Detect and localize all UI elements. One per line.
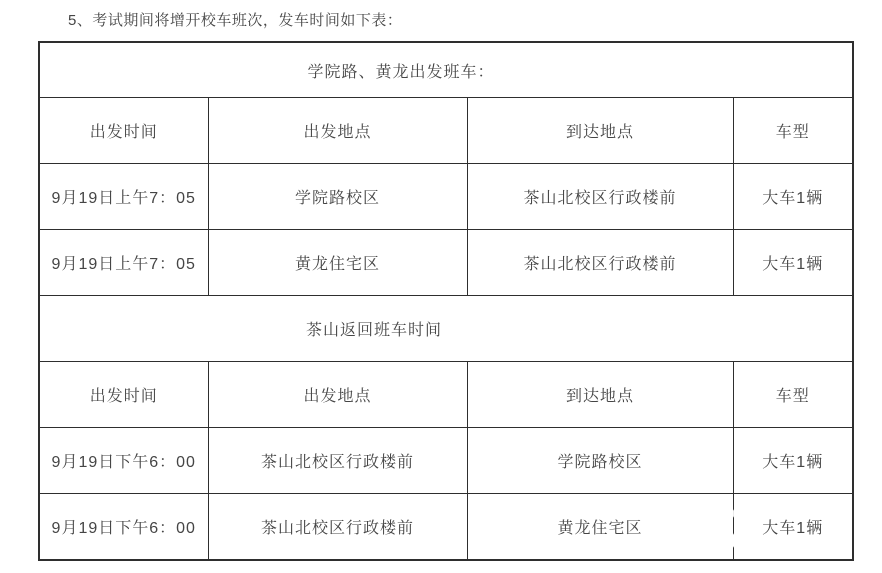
cell-departure-time: 9月19日上午7：05 [39,164,208,230]
watermark-smudge [717,510,744,517]
cell-departure-time: 9月19日上午7：05 [39,230,208,296]
cell-arrival-place: 学院路校区 [467,428,733,494]
section1-title: 学院路、黄龙出发班车： [307,63,495,81]
cell-vehicle-type: 大车1辆 [733,494,853,561]
header-departure-place: 出发地点 [208,362,467,428]
bus-schedule-table [38,41,854,561]
section1-title-cell [39,42,853,98]
cell-departure-place: 学院路校区 [208,164,467,230]
cell-departure-time: 9月19日下午6：00 [39,494,208,561]
watermark-smudge [781,548,794,554]
header-departure-place: 出发地点 [208,98,467,164]
cell-departure-place: 茶山北校区行政楼前 [208,428,467,494]
cell-departure-time: 9月19日下午6：00 [39,428,208,494]
table-row [39,494,853,561]
cell-arrival-place: 茶山北校区行政楼前 [467,230,733,296]
page-heading: 5、考试期间将增开校车班次，发车时间如下表： [68,12,403,29]
section2-title-cell [39,296,853,362]
cell-vehicle-type: 大车1辆 [733,230,853,296]
header-arrival-place: 到达地点 [467,362,733,428]
table-row [39,428,853,494]
header-arrival-place: 到达地点 [467,98,733,164]
section2-header-row [39,362,853,428]
cell-departure-place: 茶山北校区行政楼前 [208,494,467,561]
header-vehicle-type: 车型 [733,98,853,164]
cell-vehicle-type: 大车1辆 [733,428,853,494]
cell-arrival-place: 茶山北校区行政楼前 [467,164,733,230]
header-departure-time: 出发时间 [39,98,208,164]
section1-title-row [39,42,853,98]
watermark-smudge [747,503,766,510]
header-departure-time: 出发时间 [39,362,208,428]
cell-departure-place: 黄龙住宅区 [208,230,467,296]
table-row [39,164,853,230]
table-row [39,230,853,296]
section1-header-row [39,98,853,164]
watermark-smudge [628,546,660,555]
cell-vehicle-type: 大车1辆 [733,164,853,230]
watermark-smudge [729,534,736,547]
section2-title: 茶山返回班车时间 [306,322,443,339]
header-vehicle-type: 车型 [733,362,853,428]
section2-title-row [39,296,853,362]
watermark-smudge [667,547,697,555]
cell-arrival-place: 黄龙住宅区 [467,494,733,561]
